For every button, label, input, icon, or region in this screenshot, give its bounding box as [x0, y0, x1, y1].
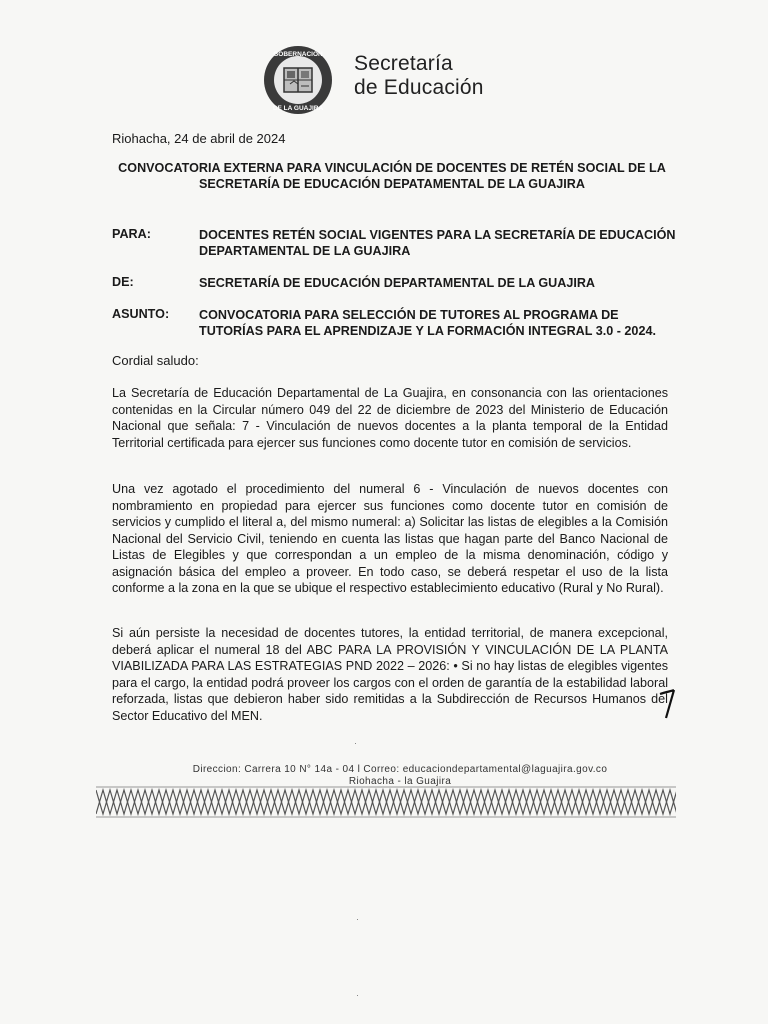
para-value: DOCENTES RETÉN SOCIAL VIGENTES PARA LA SECRETARÍA DE EDUCACIÓN DEPARTAMENTAL DE LA GUAJIRA [199, 228, 676, 258]
letter-date: Riohacha, 24 de abril de 2024 [112, 131, 286, 146]
de-label: DE: [112, 275, 134, 289]
footer-address-line-2: Riohacha - la Guajira [348, 776, 452, 787]
de-value: SECRETARÍA DE EDUCACIÓN DEPARTAMENTAL DE LA GUAJIRA [199, 276, 596, 290]
scan-speck: · [356, 990, 359, 1000]
brand-line-1: Secretaría [354, 52, 453, 75]
footer-zigzag-pattern [96, 786, 676, 818]
gobernacion-seal-logo [262, 44, 352, 116]
handwritten-check-mark [656, 688, 678, 722]
asunto-label: ASUNTO: [112, 307, 170, 321]
letter-title [112, 160, 672, 192]
letterhead [262, 44, 522, 116]
svg-text:GOBERNACIÓN: GOBERNACIÓN [273, 51, 323, 58]
footer-address-line-1: Direccion: Carrera 10 N° 14a - 04 l Correo: educaciondepartamental@laguajira.gov.co [192, 764, 608, 775]
asunto-value: CONVOCATORIA PARA SELECCIÓN DE TUTORES AL PROGRAMA DE TUTORÍAS PARA EL APRENDIZAJE Y LA FORMACIÓN INTEGRAL 3.0 - 2024. [199, 308, 656, 338]
greeting: Cordial saludo: [112, 353, 199, 368]
paragraph-2: Una vez agotado el procedimiento del numeral 6 - Vinculación de nuevos docentes con nombramiento en propiedad para ejercer sus funciones como docente tutor en comisión de servicios y cumplido el literal a, del mismo numeral: a) Solicitar las listas de elegibles a la Comisión Nacional del Servicio Civil, teniendo en cuenta las listas que hagan parte del Banco Nacional de Listas de Elegibles y que correspondan a un empleo de la misma denominación, código y asignación básica del empleo a proveer. En todo caso, se deberá respetar el uso de la lista conforme a la zona en la que se ubique el respectivo establecimiento educativo (Rural y No Rural). [112, 482, 668, 595]
title-line-1: CONVOCATORIA EXTERNA PARA VINCULACIÓN DE DOCENTES DE RETÉN SOCIAL DE LA [118, 161, 666, 175]
para-label: PARA: [112, 227, 151, 241]
brand-name [354, 52, 484, 100]
brand-line-2: de Educación [354, 76, 484, 99]
scan-speck: · [354, 738, 357, 748]
paragraph-1: La Secretaría de Educación Departamental de La Guajira, en consonancia con las orientaciones contenidas en la Circular número 049 del 22 de diciembre de 2023 del Ministerio de Educación Nacional que señala: 7 - Vinculación de nuevos docentes a la planta temporal de la Entidad Territorial certificada para ejercer sus funciones como docente tutor en comisión de servicios. [112, 386, 668, 450]
scan-speck: · [356, 914, 359, 924]
paragraph-3: Si aún persiste la necesidad de docentes tutores, la entidad territorial, de manera excepcional, deberá aplicar el numeral 18 del ABC PARA LA PROVISIÓN Y VINCULACIÓN DE LA PLANTA VIABILIZADA PARA LAS ESTRATEGIAS PND 2022 – 2026: • Si no hay listas de elegibles vigentes para el cargo, la entidad podrá proveer los cargos con el orden de garantía de la estabilidad laboral reforzada, listas que debieron haber sido remitidas a la Subdirección de Recursos Humanos del Sector Educativo del MEN. [112, 626, 668, 723]
svg-text:DE LA GUAJIRA: DE LA GUAJIRA [272, 105, 324, 112]
footer-address [140, 764, 660, 788]
title-line-2: SECRETARÍA DE EDUCACIÓN DEPATAMENTAL DE LA GUAJIRA [199, 177, 585, 191]
